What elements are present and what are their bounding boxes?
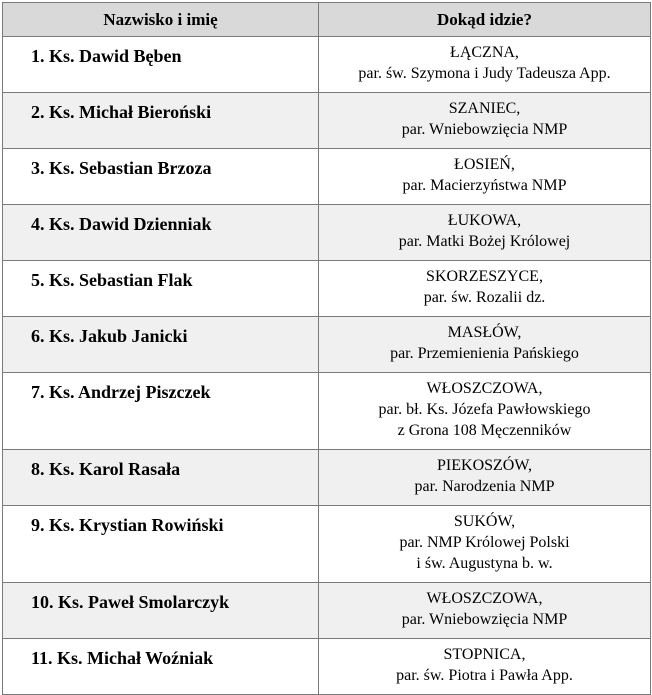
destination-town: ŁUKOWA, bbox=[447, 212, 522, 229]
priest-name: 4. Ks. Dawid Dzienniak bbox=[3, 205, 319, 261]
destination-parish: par. Wniebowzięcia NMP bbox=[401, 611, 568, 628]
destination bbox=[319, 93, 651, 149]
table-row bbox=[3, 506, 651, 583]
destination bbox=[319, 317, 651, 373]
destination-parish: par. Matki Bożej Królowej bbox=[398, 233, 571, 250]
destination-town: PIEKOSZÓW, bbox=[437, 457, 532, 474]
destination-town: ŁĄCZNA, bbox=[450, 44, 519, 61]
destination bbox=[319, 205, 651, 261]
table-row bbox=[3, 205, 651, 261]
table-row bbox=[3, 37, 651, 93]
table-row bbox=[3, 261, 651, 317]
priest-name: 5. Ks. Sebastian Flak bbox=[3, 261, 319, 317]
destination bbox=[319, 37, 651, 93]
destination bbox=[319, 450, 651, 506]
destination-parish: par. Przemienienia Pańskiego bbox=[390, 345, 579, 362]
destination-parish-cont: i św. Augustyna b. w. bbox=[416, 555, 553, 572]
destination-town: STOPNICA, bbox=[443, 646, 526, 663]
header-name: Nazwisko i imię bbox=[3, 3, 319, 37]
destination-town: WŁOSZCZOWA, bbox=[426, 590, 543, 607]
priest-name: 8. Ks. Karol Rasała bbox=[3, 450, 319, 506]
destination-parish: par. NMP Królowej Polski bbox=[399, 534, 570, 551]
header-destination: Dokąd idzie? bbox=[319, 3, 651, 37]
table-row bbox=[3, 93, 651, 149]
destination-parish-cont: z Grona 108 Męczenników bbox=[397, 422, 572, 439]
destination bbox=[319, 149, 651, 205]
destination-town: MASŁÓW, bbox=[447, 324, 522, 341]
destination bbox=[319, 261, 651, 317]
assignments-table bbox=[2, 2, 651, 695]
destination-parish: par. Narodzenia NMP bbox=[414, 478, 555, 495]
destination bbox=[319, 373, 651, 450]
destination bbox=[319, 583, 651, 639]
priest-name: 7. Ks. Andrzej Piszczek bbox=[3, 373, 319, 450]
table-row bbox=[3, 583, 651, 639]
priest-name: 6. Ks. Jakub Janicki bbox=[3, 317, 319, 373]
destination bbox=[319, 639, 651, 695]
priest-name: 1. Ks. Dawid Bęben bbox=[3, 37, 319, 93]
destination-parish: par. bł. Ks. Józefa Pawłowskiego bbox=[378, 401, 591, 418]
destination-town: ŁOSIEŃ, bbox=[454, 156, 515, 173]
destination-parish: par. Macierzyństwa NMP bbox=[402, 177, 567, 194]
priest-name: 3. Ks. Sebastian Brzoza bbox=[3, 149, 319, 205]
destination-town: SKORZESZYCE, bbox=[426, 268, 543, 285]
priest-name: 9. Ks. Krystian Rowiński bbox=[3, 506, 319, 583]
priest-name: 11. Ks. Michał Woźniak bbox=[3, 639, 319, 695]
priest-name: 10. Ks. Paweł Smolarczyk bbox=[3, 583, 319, 639]
header-row bbox=[3, 3, 651, 37]
table-row bbox=[3, 317, 651, 373]
destination-parish: par. św. Rozalii dz. bbox=[423, 289, 546, 306]
table-row bbox=[3, 373, 651, 450]
table-row bbox=[3, 149, 651, 205]
destination-town: SZANIEC, bbox=[448, 100, 521, 117]
destination-parish: par. św. Szymona i Judy Tadeusza App. bbox=[358, 65, 611, 82]
destination-parish: par. św. Piotra i Pawła App. bbox=[396, 667, 573, 684]
destination-parish: par. Wniebowzięcia NMP bbox=[401, 121, 568, 138]
priest-name: 2. Ks. Michał Bieroński bbox=[3, 93, 319, 149]
destination-town: SUKÓW, bbox=[453, 513, 516, 530]
table-row bbox=[3, 639, 651, 695]
table-row bbox=[3, 450, 651, 506]
destination bbox=[319, 506, 651, 583]
destination-town: WŁOSZCZOWA, bbox=[426, 380, 543, 397]
